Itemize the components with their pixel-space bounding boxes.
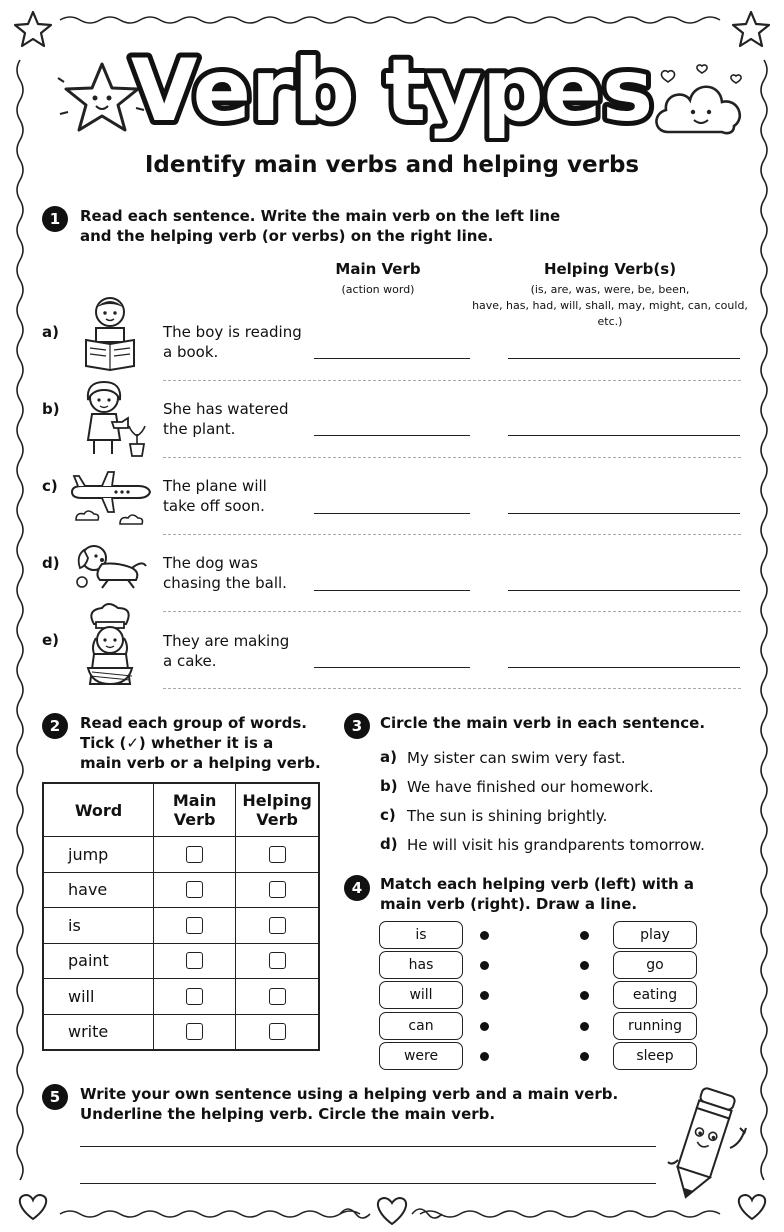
helping-verb-pill[interactable]: will	[379, 981, 463, 1009]
sentence[interactable]: We have finished our homework.	[407, 778, 654, 796]
main-verb-answer-line[interactable]	[314, 590, 470, 591]
main-verb-answer-line[interactable]	[314, 435, 470, 436]
helping-verb-answer-line[interactable]	[508, 435, 740, 436]
main-verb-answer-line[interactable]	[314, 358, 470, 359]
match-dot[interactable]	[580, 1052, 589, 1061]
writing-line[interactable]	[80, 1146, 656, 1147]
row-divider	[163, 534, 741, 535]
helping-verb-checkbox[interactable]	[269, 881, 286, 898]
row-divider	[163, 457, 741, 458]
main-verb-answer-line[interactable]	[314, 667, 470, 668]
helping-verb-checkbox[interactable]	[269, 1023, 286, 1040]
helping-verb-subheader: (is, are, was, were, be, been, have, has, had, will, shall, may, might, can, could, etc.)	[472, 283, 748, 328]
helping-verb-pill[interactable]: is	[379, 921, 463, 949]
table-row	[43, 872, 319, 908]
helping-verb-answer-line[interactable]	[508, 513, 740, 514]
helping-verb-answer-line[interactable]	[508, 358, 740, 359]
match-dot[interactable]	[580, 1022, 589, 1031]
column-header-word: Word	[43, 783, 154, 837]
dog-chasing-ball-icon	[72, 540, 150, 592]
sentence[interactable]: The sun is shining brightly.	[407, 807, 608, 825]
table-row	[43, 837, 319, 873]
sentence[interactable]: My sister can swim very fast.	[407, 749, 626, 767]
match-dot[interactable]	[480, 1052, 489, 1061]
section3-instruction: Circle the main verb in each sentence.	[380, 714, 706, 732]
section2-instruction: Read each group of words. Tick (✓) whether it is a main verb or a helping verb.	[80, 714, 321, 772]
helping-verb-answer-line[interactable]	[508, 590, 740, 591]
word-cell: is	[43, 908, 154, 944]
word-cell: will	[43, 979, 154, 1015]
item-letter: c)	[380, 806, 396, 824]
match-dot[interactable]	[580, 991, 589, 1000]
section-number: 5	[42, 1084, 68, 1110]
match-dot[interactable]	[580, 961, 589, 970]
table-row	[43, 908, 319, 944]
sentence: The plane will take off soon.	[163, 477, 267, 515]
smiling-pencil-icon	[664, 1084, 756, 1206]
item-letter: e)	[42, 631, 60, 649]
main-verb-pill[interactable]: go	[613, 951, 697, 979]
column-header-main-verb: Main Verb	[154, 783, 236, 837]
table-row	[43, 1014, 319, 1050]
heart-icon	[378, 1198, 406, 1224]
item-letter: d)	[42, 554, 60, 572]
helping-verb-pill[interactable]: can	[379, 1012, 463, 1040]
table-row	[43, 979, 319, 1015]
main-verb-checkbox[interactable]	[186, 1023, 203, 1040]
page-title	[0, 32, 784, 146]
main-verb-answer-line[interactable]	[314, 513, 470, 514]
section-number: 1	[42, 206, 68, 232]
main-verb-header: Main Verb	[335, 260, 421, 278]
item-letter: c)	[42, 477, 58, 495]
table-row	[43, 943, 319, 979]
section-number: 4	[344, 875, 370, 901]
item-letter: b)	[380, 777, 398, 795]
sentence[interactable]: He will visit his grandparents tomorrow.	[407, 836, 705, 854]
item-letter: d)	[380, 835, 398, 853]
row-divider	[163, 688, 741, 689]
svg-text:Verb types: Verb types	[130, 41, 654, 141]
corner-heart-icon	[20, 1195, 46, 1219]
writing-line[interactable]	[80, 1183, 656, 1184]
match-dot[interactable]	[480, 931, 489, 940]
boy-reading-icon	[80, 290, 144, 374]
main-verb-pill[interactable]: sleep	[613, 1042, 697, 1070]
helping-verb-checkbox[interactable]	[269, 988, 286, 1005]
row-divider	[163, 380, 741, 381]
main-verb-pill[interactable]: eating	[613, 981, 697, 1009]
section4-instruction: Match each helping verb (left) with a main verb (right). Draw a line.	[380, 875, 695, 913]
section1-instruction: Read each sentence. Write the main verb on the left line and the helping verb (or verbs) on the right line.	[80, 207, 561, 245]
word-cell: paint	[43, 943, 154, 979]
helping-verb-header: Helping Verb(s)	[543, 260, 677, 278]
word-cell: have	[43, 872, 154, 908]
item-letter: a)	[42, 323, 59, 341]
section-number: 2	[42, 713, 68, 739]
main-verb-checkbox[interactable]	[186, 952, 203, 969]
match-dot[interactable]	[480, 961, 489, 970]
sentence: The dog was chasing the ball.	[163, 554, 287, 592]
main-verb-pill[interactable]: running	[613, 1012, 697, 1040]
item-letter: a)	[380, 748, 397, 766]
main-verb-pill[interactable]: play	[613, 921, 697, 949]
main-verb-checkbox[interactable]	[186, 988, 203, 1005]
word-cell: write	[43, 1014, 154, 1050]
main-verb-subheader: (action word)	[341, 283, 415, 296]
section5-instruction: Write your own sentence using a helping verb and a main verb. Underline the helping verb. Circle the main verb.	[80, 1085, 619, 1123]
helping-verb-pill[interactable]: has	[379, 951, 463, 979]
main-verb-checkbox[interactable]	[186, 846, 203, 863]
helping-verb-checkbox[interactable]	[269, 917, 286, 934]
main-verb-checkbox[interactable]	[186, 917, 203, 934]
sentence: The boy is reading a book.	[163, 323, 302, 361]
match-dot[interactable]	[480, 1022, 489, 1031]
helping-verb-answer-line[interactable]	[508, 667, 740, 668]
page-subtitle: Identify main verbs and helping verbs	[144, 152, 640, 178]
word-classification-table	[42, 782, 320, 1051]
match-dot[interactable]	[580, 931, 589, 940]
helping-verb-pill[interactable]: were	[379, 1042, 463, 1070]
chef-mixing-bowl-icon	[78, 602, 144, 692]
column-header-helping-verb: Helping Verb	[236, 783, 319, 837]
match-dot[interactable]	[480, 991, 489, 1000]
item-letter: b)	[42, 400, 60, 418]
section-number: 3	[344, 713, 370, 739]
sentence: She has watered the plant.	[163, 400, 289, 438]
helping-verb-checkbox[interactable]	[269, 846, 286, 863]
row-divider	[163, 611, 741, 612]
sentence: They are making a cake.	[163, 632, 290, 670]
airplane-icon	[68, 470, 152, 528]
helping-verb-checkbox[interactable]	[269, 952, 286, 969]
girl-watering-plant-icon	[76, 378, 150, 460]
word-cell: jump	[43, 837, 154, 873]
main-verb-checkbox[interactable]	[186, 881, 203, 898]
